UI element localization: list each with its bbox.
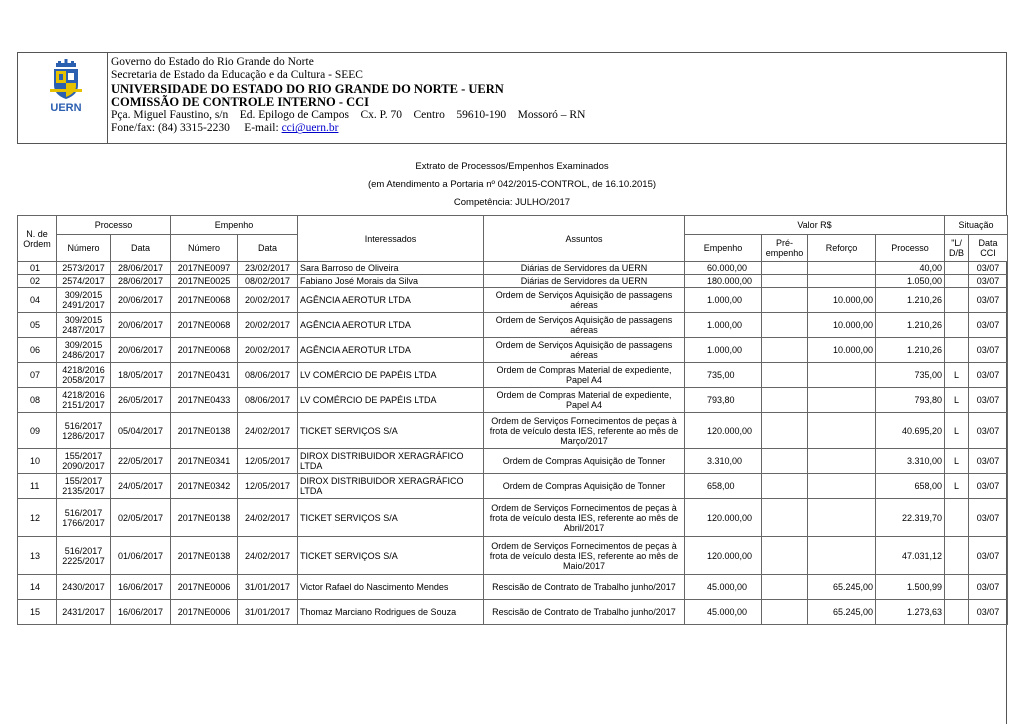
cell-proc-numero: 2573/2017 bbox=[57, 262, 111, 275]
header-processo: Processo bbox=[57, 216, 171, 235]
cell-ordem: 13 bbox=[18, 537, 57, 575]
cell-proc-data: 16/06/2017 bbox=[111, 600, 171, 625]
cell-emp-data: 08/06/2017 bbox=[238, 388, 298, 413]
table-row bbox=[18, 262, 1008, 275]
cell-ldb bbox=[945, 600, 969, 625]
cell-ordem: 06 bbox=[18, 338, 57, 363]
table-row bbox=[18, 388, 1008, 413]
header-proc-data: Data bbox=[111, 235, 171, 262]
email-link[interactable]: cci@uern.br bbox=[281, 122, 339, 135]
cell-v-processo: 1.273,63 bbox=[876, 600, 945, 625]
cell-ldb bbox=[945, 288, 969, 313]
cell-data-cci: 03/07 bbox=[969, 413, 1008, 449]
table-row bbox=[18, 537, 1008, 575]
table-row bbox=[18, 275, 1008, 288]
cell-ldb: L bbox=[945, 363, 969, 388]
cell-proc-data: 02/05/2017 bbox=[111, 499, 171, 537]
cell-v-reforco bbox=[808, 537, 876, 575]
cell-data-cci: 03/07 bbox=[969, 288, 1008, 313]
cell-proc-numero: 309/2015 2491/2017 bbox=[57, 288, 111, 313]
cell-interessado: LV COMÉRCIO DE PAPÉIS LTDA bbox=[298, 363, 484, 388]
cell-interessado: AGÊNCIA AEROTUR LTDA bbox=[298, 288, 484, 313]
cell-v-pre-empenho bbox=[762, 288, 808, 313]
cell-v-reforco: 65.245,00 bbox=[808, 575, 876, 600]
cell-emp-numero: 2017NE0068 bbox=[171, 338, 238, 363]
cell-v-reforco bbox=[808, 275, 876, 288]
cell-proc-numero: 516/2017 2225/2017 bbox=[57, 537, 111, 575]
cell-interessado: TICKET SERVIÇOS S/A bbox=[298, 499, 484, 537]
cell-emp-numero: 2017NE0342 bbox=[171, 474, 238, 499]
cell-ldb bbox=[945, 262, 969, 275]
cell-emp-numero: 2017NE0138 bbox=[171, 499, 238, 537]
header-v-reforco: Reforço bbox=[808, 235, 876, 262]
header-n-ordem: N. de Ordem bbox=[18, 216, 57, 262]
cell-emp-data: 20/02/2017 bbox=[238, 288, 298, 313]
cell-v-pre-empenho bbox=[762, 537, 808, 575]
cell-emp-numero: 2017NE0006 bbox=[171, 600, 238, 625]
cell-interessado: AGÊNCIA AEROTUR LTDA bbox=[298, 338, 484, 363]
cell-assunto: Ordem de Serviços Fornecimentos de peças à frota de veículo desta IES, referente ao mês de Março/2017 bbox=[484, 413, 685, 449]
logo-cell bbox=[17, 52, 108, 144]
cell-data-cci: 03/07 bbox=[969, 575, 1008, 600]
cell-v-empenho: 120.000,00 bbox=[685, 413, 762, 449]
cell-proc-numero: 309/2015 2487/2017 bbox=[57, 313, 111, 338]
cell-v-reforco: 10.000,00 bbox=[808, 313, 876, 338]
table-row bbox=[18, 474, 1008, 499]
cell-v-reforco bbox=[808, 499, 876, 537]
cell-v-processo: 3.310,00 bbox=[876, 449, 945, 474]
cell-interessado: Victor Rafael do Nascimento Mendes bbox=[298, 575, 484, 600]
cell-v-processo: 793,80 bbox=[876, 388, 945, 413]
header-interessados: Interessados bbox=[298, 216, 484, 262]
uern-logo bbox=[46, 59, 86, 115]
cell-emp-data: 08/06/2017 bbox=[238, 363, 298, 388]
doc-title: Extrato de Processos/Empenhos Examinados bbox=[415, 161, 609, 172]
cell-v-empenho: 1.000,00 bbox=[685, 313, 762, 338]
cell-v-pre-empenho bbox=[762, 499, 808, 537]
header-contact bbox=[111, 122, 585, 135]
cell-proc-data: 20/06/2017 bbox=[111, 338, 171, 363]
header-emp-numero: Número bbox=[171, 235, 238, 262]
cell-data-cci: 03/07 bbox=[969, 262, 1008, 275]
cell-proc-numero: 2431/2017 bbox=[57, 600, 111, 625]
cell-data-cci: 03/07 bbox=[969, 537, 1008, 575]
cell-proc-numero: 516/2017 1286/2017 bbox=[57, 413, 111, 449]
email-label: E-mail: bbox=[244, 122, 282, 135]
header-line-4: COMISSÃO DE CONTROLE INTERNO - CCI bbox=[111, 94, 370, 109]
cell-v-empenho: 120.000,00 bbox=[685, 499, 762, 537]
cell-data-cci: 03/07 bbox=[969, 499, 1008, 537]
cell-emp-data: 23/02/2017 bbox=[238, 262, 298, 275]
cell-ordem: 01 bbox=[18, 262, 57, 275]
header-valor: Valor R$ bbox=[685, 216, 945, 235]
cell-v-empenho: 45.000,00 bbox=[685, 600, 762, 625]
cell-v-pre-empenho bbox=[762, 338, 808, 363]
cell-assunto: Diárias de Servidores da UERN bbox=[484, 262, 685, 275]
cell-data-cci: 03/07 bbox=[969, 275, 1008, 288]
cell-emp-numero: 2017NE0068 bbox=[171, 313, 238, 338]
cell-v-processo: 1.210,26 bbox=[876, 338, 945, 363]
cell-v-reforco bbox=[808, 413, 876, 449]
cell-proc-data: 22/05/2017 bbox=[111, 449, 171, 474]
cell-v-pre-empenho bbox=[762, 449, 808, 474]
cell-emp-data: 24/02/2017 bbox=[238, 413, 298, 449]
header-address: Pça. Miguel Faustino, s/n Ed. Epilogo de Campos Cx. P. 70 Centro 59610-190 Mossoró – RN bbox=[111, 109, 586, 122]
cell-ldb bbox=[945, 537, 969, 575]
cell-proc-numero: 155/2017 2135/2017 bbox=[57, 474, 111, 499]
doc-subtitle: (em Atendimento a Portaria nº 042/2015-CONTROL, de 16.10.2015) bbox=[367, 179, 657, 190]
cell-emp-data: 20/02/2017 bbox=[238, 338, 298, 363]
header-assuntos: Assuntos bbox=[484, 216, 685, 262]
header-ldb: "L/ D/B bbox=[945, 235, 969, 262]
cell-proc-data: 05/04/2017 bbox=[111, 413, 171, 449]
cell-proc-data: 18/05/2017 bbox=[111, 363, 171, 388]
logo-text: UERN bbox=[50, 102, 82, 114]
cell-v-processo: 1.210,26 bbox=[876, 288, 945, 313]
cell-assunto: Ordem de Serviços Fornecimentos de peças à frota de veículo desta IES, referente ao mês de Abril/2017 bbox=[484, 499, 685, 537]
cell-v-pre-empenho bbox=[762, 413, 808, 449]
cell-assunto: Ordem de Serviços Aquisição de passagens aéreas bbox=[484, 288, 685, 313]
cell-assunto: Ordem de Compras Aquisição de Tonner bbox=[484, 449, 685, 474]
cell-emp-numero: 2017NE0068 bbox=[171, 288, 238, 313]
cell-proc-data: 16/06/2017 bbox=[111, 575, 171, 600]
cell-v-pre-empenho bbox=[762, 388, 808, 413]
cell-emp-data: 24/02/2017 bbox=[238, 499, 298, 537]
cell-proc-numero: 155/2017 2090/2017 bbox=[57, 449, 111, 474]
cell-emp-data: 24/02/2017 bbox=[238, 537, 298, 575]
cell-v-processo: 1.050,00 bbox=[876, 275, 945, 288]
cell-v-reforco bbox=[808, 449, 876, 474]
cell-v-reforco bbox=[808, 262, 876, 275]
header-line-2: Secretaria de Estado da Educação e da Cultura - SEEC bbox=[111, 69, 363, 82]
table-row bbox=[18, 338, 1008, 363]
cell-v-processo: 1.210,26 bbox=[876, 313, 945, 338]
cell-proc-numero: 516/2017 1766/2017 bbox=[57, 499, 111, 537]
cell-proc-numero: 4218/2016 2058/2017 bbox=[57, 363, 111, 388]
cell-v-processo: 658,00 bbox=[876, 474, 945, 499]
cell-assunto: Diárias de Servidores da UERN bbox=[484, 275, 685, 288]
header-v-processo: Processo bbox=[876, 235, 945, 262]
cell-v-reforco bbox=[808, 363, 876, 388]
cell-ordem: 09 bbox=[18, 413, 57, 449]
cell-ldb bbox=[945, 275, 969, 288]
cell-proc-data: 20/06/2017 bbox=[111, 288, 171, 313]
cell-ordem: 12 bbox=[18, 499, 57, 537]
cell-ordem: 11 bbox=[18, 474, 57, 499]
cell-v-empenho: 3.310,00 bbox=[685, 449, 762, 474]
cell-ordem: 02 bbox=[18, 275, 57, 288]
cell-emp-numero: 2017NE0006 bbox=[171, 575, 238, 600]
cell-v-reforco bbox=[808, 388, 876, 413]
header-line-3: UNIVERSIDADE DO ESTADO DO RIO GRANDE DO NORTE - UERN bbox=[111, 81, 504, 96]
cell-interessado: DIROX DISTRIBUIDOR XERAGRÁFICO LTDA bbox=[298, 449, 484, 474]
header-empenho-group: Empenho bbox=[171, 216, 298, 235]
cell-ldb bbox=[945, 313, 969, 338]
cell-proc-data: 01/06/2017 bbox=[111, 537, 171, 575]
cell-v-reforco: 65.245,00 bbox=[808, 600, 876, 625]
doc-competencia: Competência: JULHO/2017 bbox=[453, 197, 571, 208]
cell-data-cci: 03/07 bbox=[969, 388, 1008, 413]
table-row bbox=[18, 449, 1008, 474]
cell-proc-numero: 2430/2017 bbox=[57, 575, 111, 600]
letterhead-text bbox=[111, 56, 585, 136]
cell-assunto: Ordem de Compras Material de expediente, Papel A4 bbox=[484, 388, 685, 413]
table-row bbox=[18, 499, 1008, 537]
table-row bbox=[18, 413, 1008, 449]
cell-v-pre-empenho bbox=[762, 600, 808, 625]
cell-interessado: TICKET SERVIÇOS S/A bbox=[298, 537, 484, 575]
cell-ordem: 07 bbox=[18, 363, 57, 388]
cell-emp-numero: 2017NE0138 bbox=[171, 413, 238, 449]
cell-ordem: 14 bbox=[18, 575, 57, 600]
cell-v-processo: 1.500,99 bbox=[876, 575, 945, 600]
cell-v-processo: 40.695,20 bbox=[876, 413, 945, 449]
cell-emp-data: 12/05/2017 bbox=[238, 449, 298, 474]
cell-interessado: AGÊNCIA AEROTUR LTDA bbox=[298, 313, 484, 338]
cell-proc-data: 28/06/2017 bbox=[111, 275, 171, 288]
cell-assunto: Ordem de Serviços Fornecimentos de peças à frota de veículo desta IES, referente ao mês de Maio/2017 bbox=[484, 537, 685, 575]
table-row bbox=[18, 600, 1008, 625]
cell-emp-data: 31/01/2017 bbox=[238, 575, 298, 600]
cell-interessado: Fabiano José Morais da Silva bbox=[298, 275, 484, 288]
cell-ldb bbox=[945, 338, 969, 363]
cell-ordem: 10 bbox=[18, 449, 57, 474]
cell-v-pre-empenho bbox=[762, 275, 808, 288]
cell-v-processo: 40,00 bbox=[876, 262, 945, 275]
cell-v-pre-empenho bbox=[762, 363, 808, 388]
cell-emp-numero: 2017NE0025 bbox=[171, 275, 238, 288]
header-v-empenho: Empenho bbox=[685, 235, 762, 262]
cell-proc-numero: 4218/2016 2151/2017 bbox=[57, 388, 111, 413]
cell-emp-data: 12/05/2017 bbox=[238, 474, 298, 499]
table-row bbox=[18, 288, 1008, 313]
cell-v-empenho: 180.000,00 bbox=[685, 275, 762, 288]
cell-ldb bbox=[945, 575, 969, 600]
cell-assunto: Ordem de Compras Material de expediente, Papel A4 bbox=[484, 363, 685, 388]
cell-v-empenho: 1.000,00 bbox=[685, 338, 762, 363]
cell-interessado: TICKET SERVIÇOS S/A bbox=[298, 413, 484, 449]
cell-interessado: LV COMÉRCIO DE PAPÉIS LTDA bbox=[298, 388, 484, 413]
cell-interessado: Thomaz Marciano Rodrigues de Souza bbox=[298, 600, 484, 625]
header-data-cci: Data CCI bbox=[969, 235, 1008, 262]
cell-data-cci: 03/07 bbox=[969, 363, 1008, 388]
cell-v-empenho: 735,00 bbox=[685, 363, 762, 388]
cell-emp-data: 31/01/2017 bbox=[238, 600, 298, 625]
cell-data-cci: 03/07 bbox=[969, 313, 1008, 338]
cell-v-pre-empenho bbox=[762, 474, 808, 499]
cell-data-cci: 03/07 bbox=[969, 474, 1008, 499]
cell-emp-numero: 2017NE0138 bbox=[171, 537, 238, 575]
cell-v-reforco: 10.000,00 bbox=[808, 338, 876, 363]
cell-emp-numero: 2017NE0097 bbox=[171, 262, 238, 275]
cell-data-cci: 03/07 bbox=[969, 338, 1008, 363]
cell-proc-data: 28/06/2017 bbox=[111, 262, 171, 275]
cell-emp-numero: 2017NE0341 bbox=[171, 449, 238, 474]
cell-v-empenho: 60.000,00 bbox=[685, 262, 762, 275]
header-emp-data: Data bbox=[238, 235, 298, 262]
cell-v-reforco: 10.000,00 bbox=[808, 288, 876, 313]
cell-v-empenho: 45.000,00 bbox=[685, 575, 762, 600]
cell-assunto: Ordem de Serviços Aquisição de passagens aéreas bbox=[484, 338, 685, 363]
cell-assunto: Rescisão de Contrato de Trabalho junho/2017 bbox=[484, 600, 685, 625]
cell-v-processo: 47.031,12 bbox=[876, 537, 945, 575]
cell-ordem: 05 bbox=[18, 313, 57, 338]
cell-v-processo: 735,00 bbox=[876, 363, 945, 388]
cell-v-empenho: 658,00 bbox=[685, 474, 762, 499]
cell-ordem: 15 bbox=[18, 600, 57, 625]
cell-v-pre-empenho bbox=[762, 313, 808, 338]
cell-proc-numero: 309/2015 2486/2017 bbox=[57, 338, 111, 363]
header-phone: Fone/fax: (84) 3315-2230 bbox=[111, 122, 230, 135]
cell-proc-data: 24/05/2017 bbox=[111, 474, 171, 499]
header-situacao: Situação bbox=[945, 216, 1008, 235]
cell-v-empenho: 793,80 bbox=[685, 388, 762, 413]
cell-data-cci: 03/07 bbox=[969, 600, 1008, 625]
cell-interessado: DIROX DISTRIBUIDOR XERAGRÁFICO LTDA bbox=[298, 474, 484, 499]
cell-v-pre-empenho bbox=[762, 262, 808, 275]
cell-emp-data: 08/02/2017 bbox=[238, 275, 298, 288]
table-row bbox=[18, 363, 1008, 388]
cell-ldb bbox=[945, 499, 969, 537]
table-row bbox=[18, 313, 1008, 338]
cell-ldb: L bbox=[945, 413, 969, 449]
header-v-pre-empenho: Pré-empenho bbox=[762, 235, 808, 262]
header-line-1: Governo do Estado do Rio Grande do Norte bbox=[111, 56, 314, 68]
cell-assunto: Ordem de Serviços Aquisição de passagens aéreas bbox=[484, 313, 685, 338]
processes-table bbox=[17, 215, 1008, 625]
cell-v-empenho: 1.000,00 bbox=[685, 288, 762, 313]
cell-proc-data: 20/06/2017 bbox=[111, 313, 171, 338]
cell-proc-numero: 2574/2017 bbox=[57, 275, 111, 288]
cell-v-empenho: 120.000,00 bbox=[685, 537, 762, 575]
cell-emp-data: 20/02/2017 bbox=[238, 313, 298, 338]
cell-ldb: L bbox=[945, 388, 969, 413]
cell-assunto: Rescisão de Contrato de Trabalho junho/2017 bbox=[484, 575, 685, 600]
cell-ordem: 04 bbox=[18, 288, 57, 313]
cell-v-reforco bbox=[808, 474, 876, 499]
cell-assunto: Ordem de Compras Aquisição de Tonner bbox=[484, 474, 685, 499]
cell-data-cci: 03/07 bbox=[969, 449, 1008, 474]
cell-emp-numero: 2017NE0431 bbox=[171, 363, 238, 388]
cell-ldb: L bbox=[945, 449, 969, 474]
cell-v-pre-empenho bbox=[762, 575, 808, 600]
cell-ldb: L bbox=[945, 474, 969, 499]
cell-ordem: 08 bbox=[18, 388, 57, 413]
cell-v-processo: 22.319,70 bbox=[876, 499, 945, 537]
cell-proc-data: 26/05/2017 bbox=[111, 388, 171, 413]
header-proc-numero: Número bbox=[57, 235, 111, 262]
table-row bbox=[18, 575, 1008, 600]
cell-emp-numero: 2017NE0433 bbox=[171, 388, 238, 413]
cell-interessado: Sara Barroso de Oliveira bbox=[298, 262, 484, 275]
